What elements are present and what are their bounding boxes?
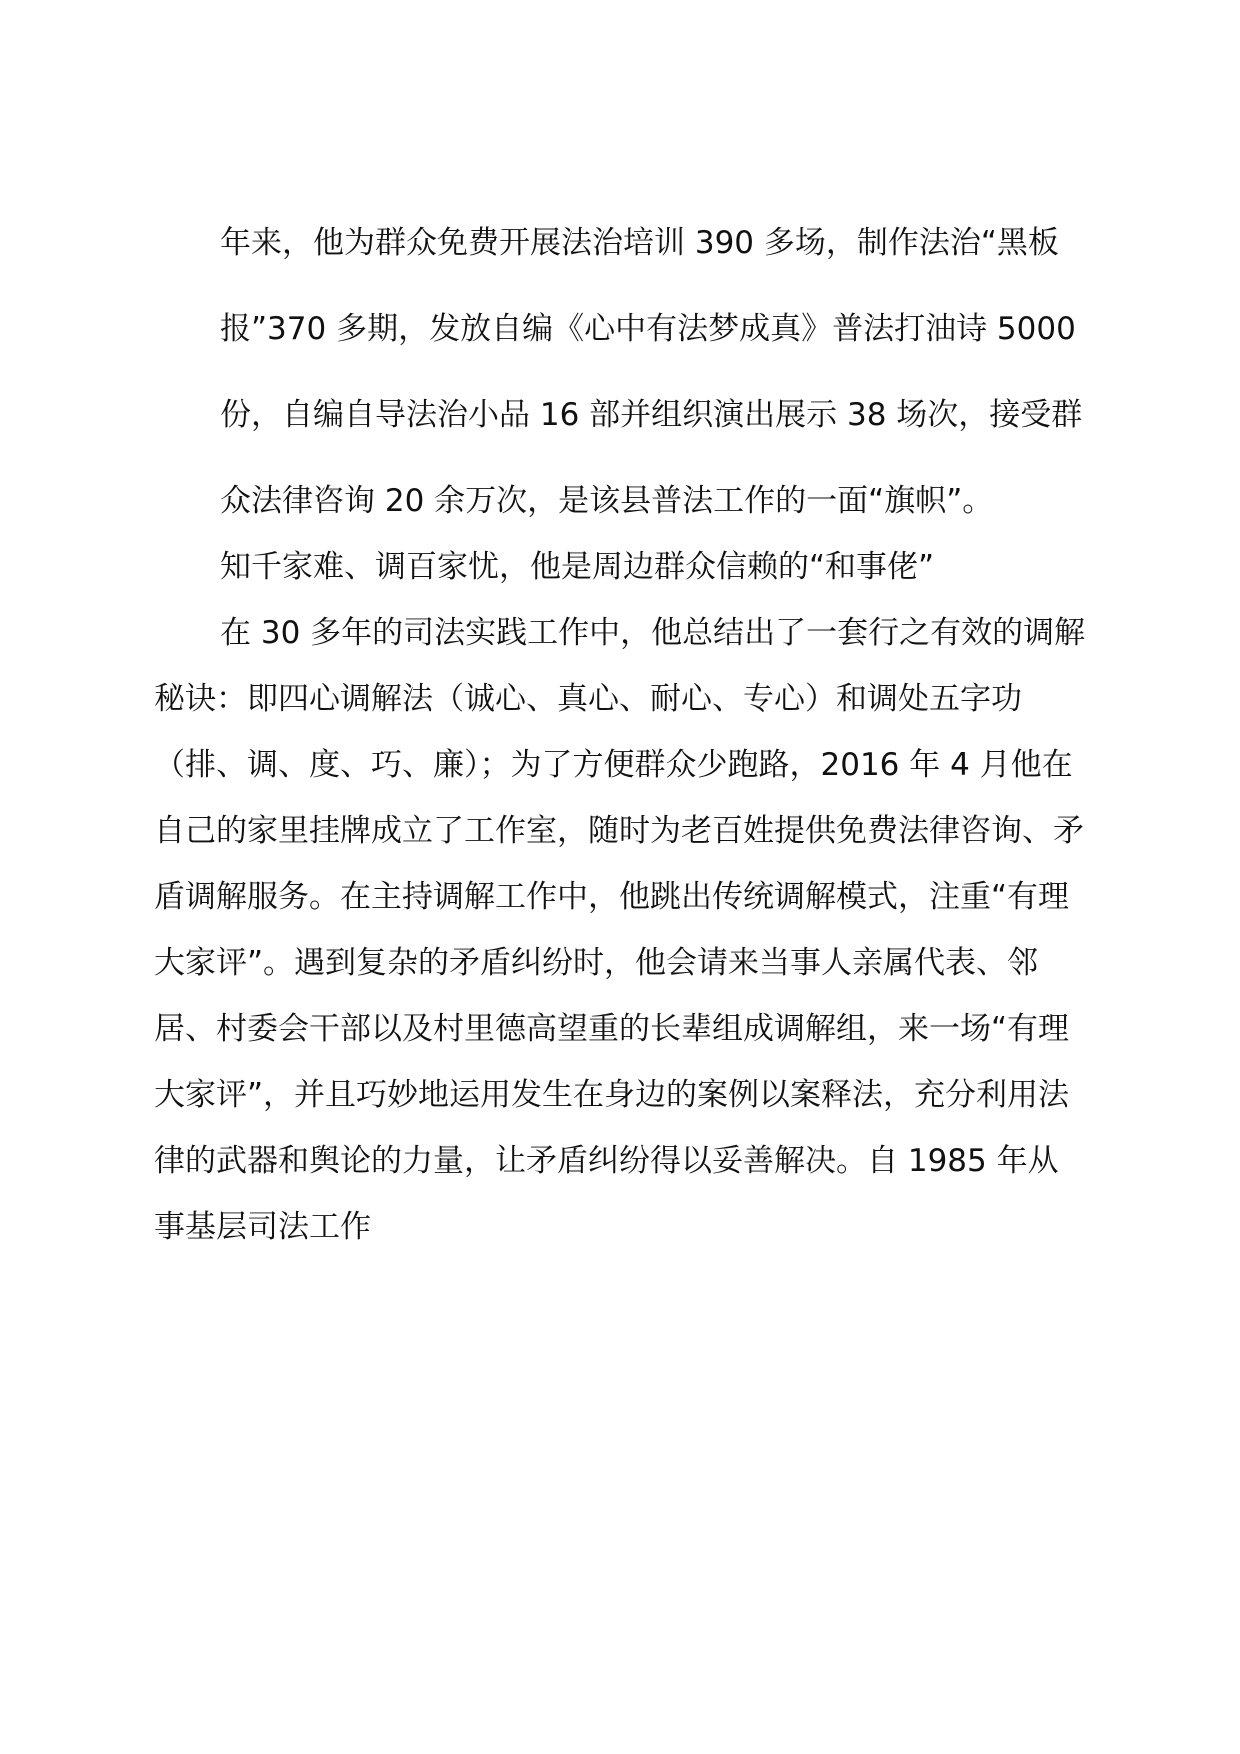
paragraph-2: 报”370 多期，发放自编《心中有法梦成真》普法打油诗 5000 — [220, 311, 1076, 347]
paragraph-1: 年来，他为群众免费开展法治培训 390 多场，制作法治“黑板 — [220, 225, 1059, 261]
paragraph-4: 众法律咨询 20 余万次，是该县普法工作的一面“旗帜”。 — [220, 483, 994, 519]
paragraph-3: 份，自编自导法治小品 16 部并组织演出展示 38 场次，接受群 — [220, 397, 1083, 433]
paragraph-body: 在 30 多年的司法实践工作中，他总结出了一套行之有效的调解秘诀：即四心调解法（诚心、真心、耐心、专心）和调处五字功（排、调、度、巧、廉）；为了方便群众少跑路，2016 年 4 月他在自己的家里挂牌成立了工作室，随时为老百姓提供免费法律咨询、矛盾调解服务。在主持调解工作中，他跳出传统调解模式，注重“有理大家评”。遇到复杂的矛盾纠纷时，他会请来当事人亲属代表、邻居、村委会干部以及村里德高望重的长辈组成调解组，来一场“有理大家评”，并且巧妙地运用发生在身边的案例以案释法，充分利用法律的武器和舆论的力量，让矛盾纠纷得以妥善解决。自 1985 年从事基层司法工作 — [154, 615, 1086, 1245]
document-body — [154, 210, 1088, 1260]
section-heading: 知千家难、调百家忧，他是周边群众信赖的“和事佬” — [220, 549, 935, 585]
